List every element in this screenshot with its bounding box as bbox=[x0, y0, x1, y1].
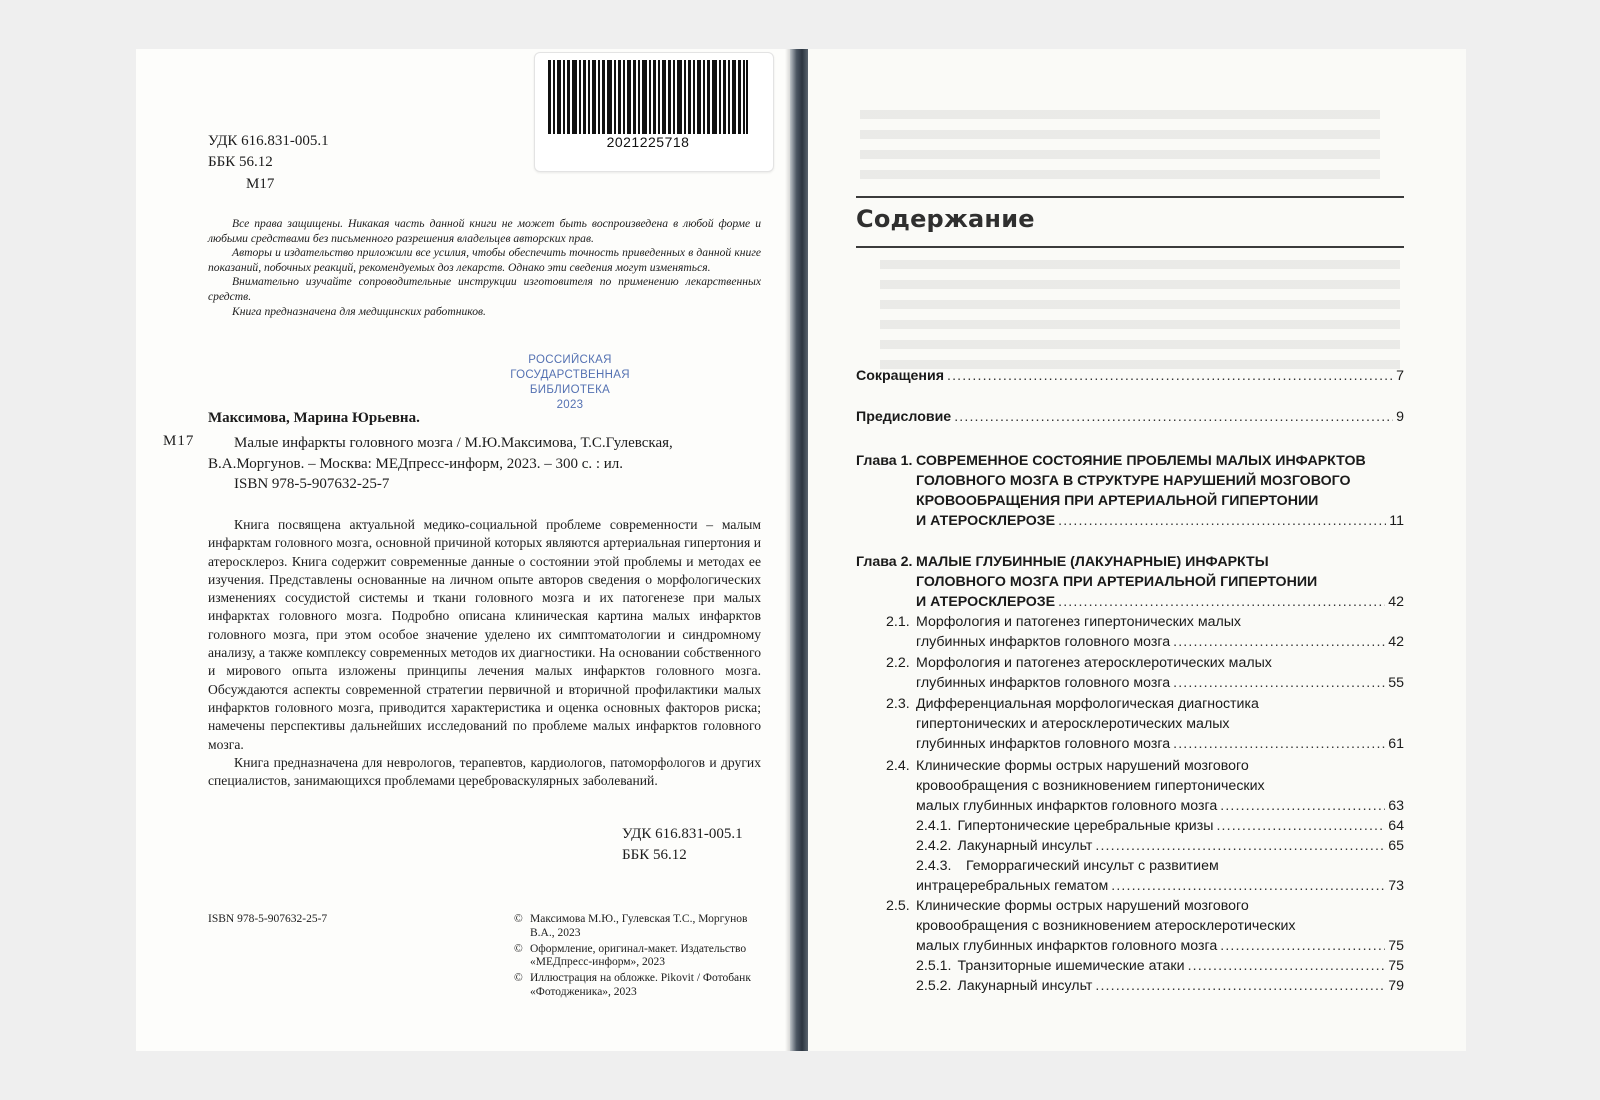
leader-dots bbox=[1220, 936, 1385, 956]
toc-page-number: 75 bbox=[1388, 958, 1404, 974]
leader-dots bbox=[1188, 956, 1386, 976]
toc-entry-preface[interactable] bbox=[856, 407, 1404, 427]
instructions-paragraph: Внимательно изучайте сопроводительные инструкции изготовителя по применению лекарственных средств. bbox=[208, 275, 761, 303]
copyright-text: Максимова М.Ю., Гулевская Т.С., Моргунов В.А., 2023 bbox=[530, 913, 748, 939]
subsection-line bbox=[916, 956, 1404, 976]
isbn-bottom: ISBN 978-5-907632-25-7 bbox=[208, 913, 328, 925]
copyright-text: Иллюстрация на обложке. Pikovit / Фотобанк «Фотодженика», 2023 bbox=[530, 972, 751, 998]
subsection-title-line: Геморрагический инсульт с развитием bbox=[966, 858, 1219, 874]
section-title-line: Клинические формы острых нарушений мозгового bbox=[916, 758, 1249, 774]
subsection-number: 2.4.2. bbox=[916, 838, 952, 854]
leader-dots bbox=[1173, 632, 1385, 652]
toc-page-number: 7 bbox=[1396, 368, 1404, 384]
barcode-number: 2021225718 bbox=[606, 134, 690, 150]
bib-isbn: ISBN 978-5-907632-25-7 bbox=[234, 476, 390, 492]
section-title-last bbox=[916, 673, 1404, 693]
bibliographic-record bbox=[208, 433, 761, 495]
chapter-title-line: КРОВООБРАЩЕНИЯ ПРИ АРТЕРИАЛЬНОЙ ГИПЕРТОНИИ bbox=[916, 493, 1319, 509]
chapter-title-last bbox=[916, 592, 1404, 612]
subsection-title: Гипертонические церебральные кризы bbox=[957, 818, 1214, 834]
chapter-title-line: МАЛЫЕ ГЛУБИННЫЕ (ЛАКУНАРНЫЕ) ИНФАРКТЫ bbox=[916, 554, 1269, 570]
chapter-title-line: СОВРЕМЕННОЕ СОСТОЯНИЕ ПРОБЛЕМЫ МАЛЫХ ИНФАРКТОВ bbox=[916, 453, 1366, 469]
section-title-last bbox=[916, 796, 1404, 816]
section-title-line: кровообращения с возникновением гипертонических bbox=[916, 778, 1265, 794]
bib-title-line: Малые инфаркты головного мозга / М.Ю.Максимова, Т.С.Гулевская, bbox=[234, 435, 673, 451]
udk-code: УДК 616.831-005.1 bbox=[208, 133, 329, 149]
copyright-line bbox=[514, 972, 764, 1000]
chapter-title-line: И АТЕРОСКЛЕРОЗЕ bbox=[916, 594, 1056, 610]
leader-dots bbox=[1220, 796, 1385, 816]
copyright-line bbox=[514, 913, 764, 941]
annotation-paragraph: Книга посвящена актуальной медико-социальной проблеме современности – малым инфарктам головного мозга, основной причиной которых являются артериальная гипертония и атеросклероз. Книга содержит современные данные о состоянии этой проблемы и методах ее изучения. Представлены основанные на личном опыте авторов сведения о морфологических изменениях сосудистой системы и ткани головного мозга и их патогенезе при малых инфарктах головного мозга. Подробно описана клиническая картина малых инфарктов головного мозга, при этом особое значение уделено их симптоматологии и синдромному анализу, а также комплексу современных методов их диагностики. На основании собственного и мирового опыта изложены принципы лечения малых инфарктов головного мозга. Обсуждаются аспекты современной стратегии первичной и вторичной профилактики малых инфарктов головного мозга, приводится характеристика и оценка основных факторов риска; намечены перспективы дальнейших исследований по проблеме малых инфарктов головного мозга. bbox=[208, 517, 761, 752]
library-stamp bbox=[500, 353, 640, 413]
copyright-line bbox=[514, 943, 764, 971]
toc-entry-label: Сокращения bbox=[856, 368, 944, 384]
section-title-last bbox=[916, 936, 1404, 956]
bbk-code-bottom: ББК 56.12 bbox=[622, 847, 687, 863]
subsection-number: 2.4.3. bbox=[916, 858, 952, 874]
section-title-line: малых глубинных инфарктов головного мозга bbox=[916, 938, 1218, 954]
section-title-line: кровообращения с возникновением атеросклеротических bbox=[916, 918, 1296, 934]
stamp-year: 2023 bbox=[556, 399, 584, 411]
subsection-number: 2.4.1. bbox=[916, 818, 952, 834]
annotation bbox=[208, 516, 761, 790]
toc-page-number: 9 bbox=[1396, 409, 1404, 425]
toc-page-number: 42 bbox=[1388, 634, 1404, 650]
chapter-title-last bbox=[916, 511, 1404, 531]
toc-page-number: 64 bbox=[1388, 818, 1404, 834]
copyright-text: Оформление, оригинал-макет. Издательство «МЕДпресс-информ», 2023 bbox=[530, 942, 747, 969]
leader-dots bbox=[1095, 836, 1385, 856]
bib-publisher-line: В.А.Моргунов. – Москва: МЕДпресс-информ, 2023. – 300 с. : ил. bbox=[208, 455, 624, 472]
chapter-title-line: ГОЛОВНОГО МОЗГА ПРИ АРТЕРИАЛЬНОЙ ГИПЕРТОНИИ bbox=[916, 574, 1318, 590]
audience-paragraph: Книга предназначена для медицинских работников. bbox=[232, 304, 486, 318]
bleed-through bbox=[880, 260, 1400, 370]
leader-dots bbox=[1173, 673, 1385, 693]
accuracy-paragraph: Авторы и издательство приложили все усилия, чтобы обеспечить точность приведенных в данной книге показаний, побочных реакций, рекомендуемых доз лекарств. Однако эти сведения могут изменяться. bbox=[208, 246, 761, 274]
title-rule-bottom bbox=[856, 246, 1404, 248]
call-mark: М17 bbox=[163, 433, 195, 449]
toc-page-number: 42 bbox=[1388, 594, 1404, 610]
subsection-title: Лакунарный инсульт bbox=[957, 838, 1093, 854]
title-rule-top bbox=[856, 196, 1404, 198]
subsection-line bbox=[916, 836, 1404, 856]
subsection-title-line: интрацеребральных гематом bbox=[916, 878, 1109, 894]
section-title-line: глубинных инфарктов головного мозга bbox=[916, 736, 1171, 752]
section-number: 2.2. bbox=[886, 655, 910, 671]
section-title-line: Морфология и патогенез атеросклеротических малых bbox=[916, 655, 1272, 671]
leader-dots bbox=[1058, 511, 1386, 531]
chapter-title-line: И АТЕРОСКЛЕРОЗЕ bbox=[916, 513, 1056, 529]
section-title-line: Клинические формы острых нарушений мозгового bbox=[916, 898, 1249, 914]
toc-page-number: 63 bbox=[1388, 798, 1404, 814]
section-title-line: Дифференциальная морфологическая диагностика bbox=[916, 696, 1259, 712]
section-number: 2.3. bbox=[886, 696, 910, 712]
toc-page-number: 73 bbox=[1388, 878, 1404, 894]
stamp-line: РОССИЙСКАЯ bbox=[528, 354, 612, 366]
section-title-line: глубинных инфарктов головного мозга bbox=[916, 634, 1171, 650]
subsection-line bbox=[916, 976, 1404, 996]
copyright-block bbox=[514, 913, 764, 1002]
subsection-title-last bbox=[916, 876, 1404, 896]
copyright-symbol: © bbox=[514, 972, 523, 985]
section-number: 2.1. bbox=[886, 614, 910, 630]
section-number: 2.5. bbox=[886, 898, 910, 914]
udk-code-bottom: УДК 616.831-005.1 bbox=[622, 826, 743, 842]
leader-dots bbox=[954, 407, 1393, 427]
toc-page-number: 79 bbox=[1388, 978, 1404, 994]
stamp-line: БИБЛИОТЕКА bbox=[529, 384, 611, 396]
subsection-title: Транзиторные ишемические атаки bbox=[957, 958, 1185, 974]
leader-dots bbox=[1216, 816, 1385, 836]
page-title: Содержание bbox=[856, 205, 1035, 233]
bbk-code: ББК 56.12 bbox=[208, 154, 273, 170]
chapter-label: Глава 2. bbox=[856, 554, 913, 570]
leader-dots bbox=[1173, 734, 1385, 754]
toc-page-number: 11 bbox=[1389, 513, 1404, 529]
leader-dots bbox=[1111, 876, 1385, 896]
subsection-line bbox=[916, 816, 1404, 836]
toc-entry-label: Предисловие bbox=[856, 409, 952, 425]
section-title-last bbox=[916, 632, 1404, 652]
section-title-line: гипертонических и атеросклеротических малых bbox=[916, 716, 1230, 732]
subsection-number: 2.5.2. bbox=[916, 978, 952, 994]
rights-paragraph: Все права защищены. Никакая часть данной книги не может быть воспроизведена в любой форме и любыми средствами без письменного разрешения владельцев авторских прав. bbox=[208, 217, 761, 245]
barcode bbox=[548, 60, 748, 134]
author-mark: М17 bbox=[246, 176, 275, 192]
section-title-last bbox=[916, 734, 1404, 754]
toc-page-number: 65 bbox=[1388, 838, 1404, 854]
section-title-line: глубинных инфарктов головного мозга bbox=[916, 675, 1171, 691]
copyright-symbol: © bbox=[514, 913, 523, 925]
subsection-number: 2.5.1. bbox=[916, 958, 952, 974]
leader-dots bbox=[947, 366, 1393, 386]
leader-dots bbox=[1058, 592, 1385, 612]
subsection-title: Лакунарный инсульт bbox=[957, 978, 1093, 994]
section-title-line: малых глубинных инфарктов головного мозга bbox=[916, 798, 1218, 814]
toc-entry-abbreviations[interactable] bbox=[856, 366, 1404, 386]
stamp-line: ГОСУДАРСТВЕННАЯ bbox=[510, 369, 630, 381]
copyright-symbol: © bbox=[514, 942, 523, 955]
chapter-label: Глава 1. bbox=[856, 453, 913, 469]
rights-notice bbox=[208, 217, 761, 319]
toc-page-number: 55 bbox=[1388, 675, 1404, 691]
bleed-through bbox=[860, 110, 1380, 190]
annotation-audience: Книга предназначена для неврологов, терапевтов, кардиологов, патоморфологов и других специалистов, занимающихся проблемами цереброваскулярных заболеваний. bbox=[208, 754, 761, 789]
section-title-line: Морфология и патогенез гипертонических малых bbox=[916, 614, 1242, 630]
section-number: 2.4. bbox=[886, 758, 910, 774]
toc-page-number: 61 bbox=[1388, 736, 1404, 752]
chapter-title-line: ГОЛОВНОГО МОЗГА В СТРУКТУРЕ НАРУШЕНИЙ МОЗГОВОГО bbox=[916, 473, 1351, 489]
toc-page-number: 75 bbox=[1388, 938, 1404, 954]
author-name: Максимова, Марина Юрьевна. bbox=[208, 410, 420, 426]
leader-dots bbox=[1095, 976, 1385, 996]
